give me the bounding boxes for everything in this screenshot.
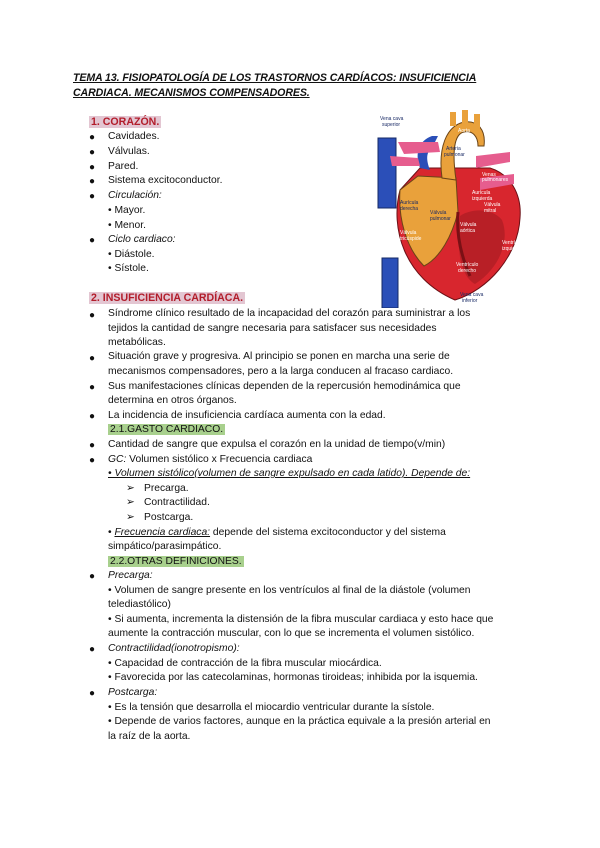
bullet: ● (89, 411, 96, 422)
term-contractilidad: Contractilidad(ionotropismo): (108, 643, 240, 654)
bullet: ● (89, 571, 96, 582)
svg-text:Válvula: Válvula (460, 222, 477, 228)
label-vena-cava-superior: Vena cava (380, 116, 404, 122)
arrow-item: ➢ Precarga. (126, 483, 189, 494)
term-precarga: Precarga: (108, 570, 153, 581)
paragraph-line: la raíz de la aorta. (108, 731, 191, 742)
heart-diagram (360, 108, 530, 308)
svg-text:Ventrículo: Ventrículo (456, 262, 479, 268)
bullet: ● (89, 644, 96, 655)
frecuencia-line: • Frecuencia cardiaca: depende del sistema excitoconductor y del sistema (108, 527, 446, 538)
paragraph-line: metabólicas. (108, 337, 166, 348)
svg-text:Arteria: Arteria (446, 146, 461, 152)
term-postcarga: Postcarga: (108, 687, 158, 698)
list-item: Ciclo cardiaco: (108, 234, 176, 245)
bullet: ● (89, 440, 96, 451)
paragraph-line: • Volumen de sangre presente en los ventrículos al final de la diástole (volumen (108, 585, 471, 596)
svg-text:Válvula: Válvula (400, 230, 417, 236)
svg-text:derecha: derecha (400, 206, 419, 212)
paragraph-line: telediastólico) (108, 599, 171, 610)
bullet: ● (89, 235, 96, 246)
sub-list-item: • Diástole. (108, 249, 155, 260)
list-item: Pared. (108, 161, 139, 172)
svg-text:Válvula: Válvula (484, 202, 501, 208)
paragraph-line: Cantidad de sangre que expulsa el corazón en la unidad de tiempo(v/min) (108, 439, 446, 450)
svg-text:izquierdo: izquierdo (502, 246, 523, 252)
bullet: ● (89, 353, 96, 364)
paragraph-line: Situación grave y progresiva. Al principio se ponen en marcha una serie de (108, 351, 450, 362)
svg-text:tricúspide: tricúspide (400, 236, 422, 242)
arrow-item: ➢ Contractilidad. (126, 497, 210, 508)
paragraph-line: La incidencia de insuficiencia cardíaca aumenta con la edad. (108, 410, 386, 421)
section-heading-corazon: 1. CORAZÓN. (91, 116, 160, 128)
section-heading-insuficiencia: 2. INSUFICIENCIA CARDÍACA. (91, 292, 244, 304)
subsection-heading-gasto-cardiaco: 2.1.GASTO CARDIACO. (110, 424, 224, 435)
paragraph-line: aumente la contracción muscular, con lo que se incrementa el volumen sistólico. (108, 628, 475, 639)
svg-text:Ventrículo: Ventrículo (502, 240, 525, 246)
paragraph-line: mecanismos compensadores, pero a la larga conducen al fracaso cardiaco. (108, 366, 454, 377)
bullet: ● (89, 455, 96, 466)
bullet: ● (89, 382, 96, 393)
paragraph-line: • Capacidad de contracción de la fibra muscular miocárdica. (108, 658, 382, 669)
svg-text:superior: superior (382, 122, 401, 128)
svg-text:Aurícula: Aurícula (472, 190, 491, 196)
bullet: ● (89, 688, 96, 699)
volumen-sistolico-line: • Volumen sistólico(volumen de sangre expulsado en cada latido). Depende de: (108, 468, 471, 479)
formula-line: GC: Volumen sistólico x Frecuencia cardiaca (108, 454, 313, 465)
list-item: Válvulas. (108, 146, 150, 157)
bullet: ● (89, 147, 96, 158)
svg-text:pulmonares: pulmonares (482, 177, 509, 183)
sub-list-item: • Mayor. (108, 205, 146, 216)
svg-text:Venas: Venas (482, 172, 496, 178)
paragraph-line: determina en otros órganos. (108, 395, 237, 406)
sub-list-item: • Sístole. (108, 263, 149, 274)
sub-list-item: • Menor. (108, 220, 146, 231)
svg-text:Aurícula: Aurícula (400, 200, 419, 206)
paragraph-line: Síndrome clínico resultado de la incapacidad del corazón para suministrar a los (108, 308, 471, 319)
list-item: Circulación: (108, 190, 162, 201)
page-title: TEMA 13. FISIOPATOLOGÍA DE LOS TRASTORNOS CARDÍACOS: INSUFICIENCIA CARDIACA. MECANISMOS COMPENSADORES. (73, 72, 477, 99)
paragraph-line: • Es la tensión que desarrolla el miocardio ventricular durante la sístole. (108, 702, 435, 713)
paragraph-line: tejidos la cantidad de sangre necesaria para satisfacer sus necesidades (108, 323, 437, 334)
bullet: ● (89, 162, 96, 173)
bullet: ● (89, 310, 96, 321)
subsection-heading-otras-definiciones: 2.2.OTRAS DEFINICIONES. (110, 556, 242, 567)
svg-text:pulmonar: pulmonar (444, 152, 465, 158)
svg-text:izquierda: izquierda (472, 196, 493, 202)
bullet: ● (89, 191, 96, 202)
paragraph-line: Sus manifestaciones clínicas dependen de la repercusión hemodinámica que (108, 381, 461, 392)
svg-text:derecho: derecho (458, 268, 477, 274)
paragraph-line: • Depende de varios factores, aunque en la práctica equivale a la presión arterial en (108, 716, 491, 727)
svg-text:pulmonar: pulmonar (430, 216, 451, 222)
svg-text:Vena cava: Vena cava (460, 292, 484, 298)
svg-text:Válvula: Válvula (430, 210, 447, 216)
svg-text:inferior: inferior (462, 298, 478, 304)
arrow-item: ➢ Postcarga. (126, 512, 194, 523)
label-aorta: Aorta (458, 128, 470, 134)
svg-text:aórtica: aórtica (460, 228, 476, 234)
bullet: ● (89, 132, 96, 143)
paragraph-line: simpático/parasimpático. (108, 541, 222, 552)
bullet: ● (89, 176, 96, 187)
paragraph-line: • Favorecida por las catecolaminas, hormonas tiroideas; inhibida por la isquemia. (108, 672, 478, 683)
list-item: Sistema excitoconductor. (108, 175, 223, 186)
list-item: Cavidades. (108, 131, 160, 142)
paragraph-line: • Si aumenta, incrementa la distensión de la fibra muscular cardiaca y esto hace que (108, 614, 494, 625)
svg-text:mitral: mitral (484, 208, 497, 214)
